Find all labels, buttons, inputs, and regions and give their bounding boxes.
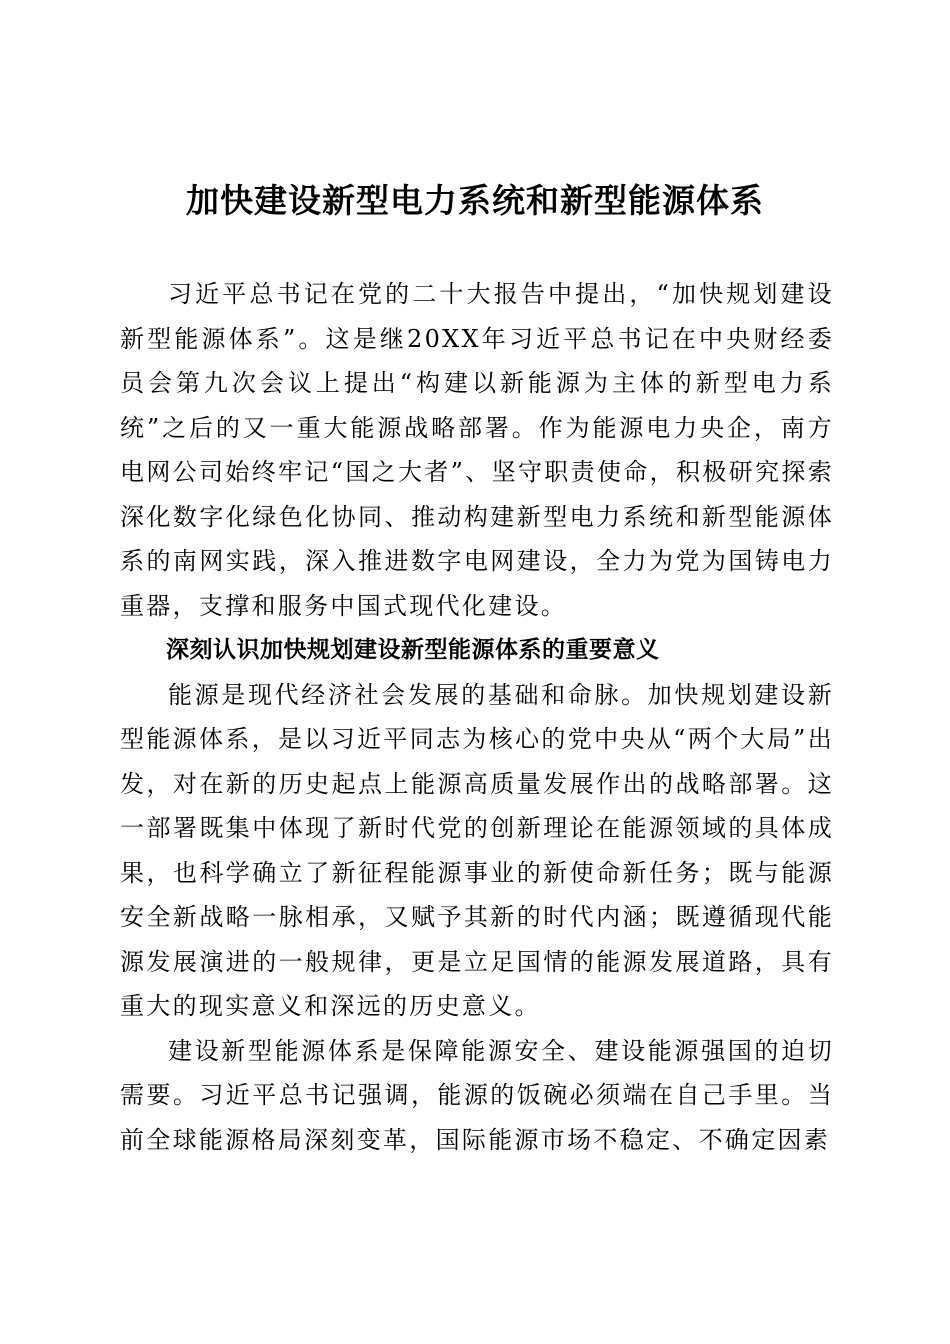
body-paragraph: 能源是现代经济社会发展的基础和命脉。加快规划建设新型能源体系，是以习近平同志为核心的党中央从“两个大局”出发，对在新的历史起点上能源高质量发展作出的战略部署。这一部署既集中体现了新时代党的创新理论在能源领域的具体成果，也科学确立了新征程能源事业的新使命新任务；既与能源安全新战略一脉相承，又赋予其新的时代内涵；既遵循现代能源发展演进的一般规律，更是立足国情的能源发展道路，具有重大的现实意义和深远的历史意义。 <box>120 680 834 1020</box>
document-body <box>120 272 834 1162</box>
body-paragraph: 建设新型能源体系是保障能源安全、建设能源强国的迫切需要。习近平总书记强调，能源的饭碗必须端在自己手里。当前全球能源格局深刻变革，国际能源市场不稳定、不确定因素 <box>120 1036 834 1154</box>
body-paragraph: 习近平总书记在党的二十大报告中提出，“加快规划建设新型能源体系”。这是继20XX年习近平总书记在中央财经委员会第九次会议上提出“构建以新能源为主体的新型电力系统”之后的又一重大能源战略部署。作为能源电力央企，南方电网公司始终牢记“国之大者”、坚守职责使命，积极研究探索深化数字化绿色化协同、推动构建新型电力系统和新型能源体系的南网实践，深入推进数字电网建设，全力为党为国铸电力重器，支撑和服务中国式现代化建设。 <box>120 280 834 620</box>
section-heading: 深刻认识加快规划建设新型能源体系的重要意义 <box>166 637 660 663</box>
document-title: 加快建设新型电力系统和新型能源体系 <box>186 181 764 220</box>
